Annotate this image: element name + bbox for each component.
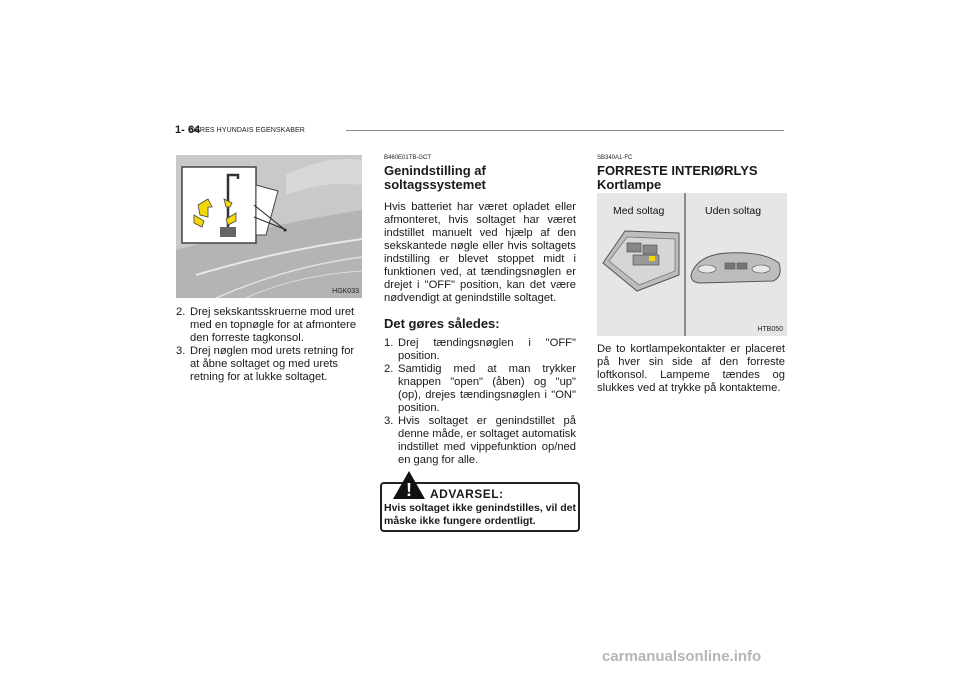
step-number: 2. [176, 306, 186, 318]
warning-icon [392, 470, 426, 500]
step-number: 1. [384, 337, 394, 349]
figure-label-right: Uden soltag [705, 205, 762, 217]
figure-code: HTB050 [757, 326, 783, 333]
step-text: Samtidig med at man trykker knappen "open" (åben) og "up" (op), drejes tændingsnøglen i "ON" position. [398, 363, 576, 414]
list-item [176, 306, 364, 345]
sunroof-key-figure [176, 155, 362, 298]
reference-code: B460E01TB-GCT [384, 155, 432, 161]
figure-code: HGK033 [332, 288, 359, 295]
map-lamp-figure [597, 193, 787, 336]
left-step-list [176, 306, 364, 384]
body-paragraph: Hvis batteriet har været opladet eller afmonteret, hvis soltaget har været indstillet manuelt ved hjælp af den sekskantede nøgle eller hvis soltagets indstilling er blevet stoppet midt i funktionen ved, at tændingsnøglen er drejet i "OFF" position, kan det være nødvendigt at genindstille soltaget. [384, 201, 576, 304]
section-heading: Genindstilling af soltagssystemet [384, 163, 486, 192]
step-text: Drej nøglen mod urets retning for at åbne soltaget og med urets retning for at lukke soltaget. [190, 345, 355, 383]
section-heading: FORRESTE INTERIØRLYS [597, 163, 758, 178]
list-item [384, 363, 576, 415]
warning-title: ADVARSEL: [430, 487, 504, 501]
step-number: 3. [384, 415, 394, 427]
middle-column [384, 155, 576, 467]
right-column [597, 155, 787, 192]
step-number: 3. [176, 345, 186, 357]
sunroof-illustration [176, 155, 362, 298]
step-text: Drej sekskantsskruerne mod uret med en topnøgle for at afmontere den forreste tagkonsol. [190, 306, 357, 344]
warning-icon-glyph: ! [406, 480, 412, 500]
warning-text: Hvis soltaget ikke genindstilles, vil det måske ikke fungere ordentligt. [384, 502, 576, 527]
step-text: Hvis soltaget er genindstillet på denne måde, er soltaget automatisk indstillet med vippefunktion op/ned en gang for alle. [398, 415, 576, 466]
list-item [384, 337, 576, 363]
watermark: carmanualsonline.info [602, 648, 762, 665]
sub-heading: Det gøres således: [384, 316, 500, 331]
body-paragraph: De to kortlampekontakter er placeret på hver sin side af den forreste loftkonsol. Lampeme tændes og slukkes ved at trykke på kontakteme. [597, 343, 785, 394]
reference-code: SB340A1-FC [597, 155, 633, 161]
list-item [176, 345, 364, 384]
header-divider [346, 130, 784, 131]
section-title: DERES HYUNDAIS EGENSKABER [190, 127, 305, 134]
step-text: Drej tændingsnøglen i "OFF" position. [398, 337, 576, 362]
step-number: 2. [384, 363, 394, 375]
middle-step-list [384, 337, 576, 467]
figure-label-left: Med soltag [613, 205, 665, 217]
section-subheading: Kortlampe [597, 177, 662, 192]
list-item [384, 415, 576, 467]
page-number: 1- 64 [175, 124, 201, 136]
